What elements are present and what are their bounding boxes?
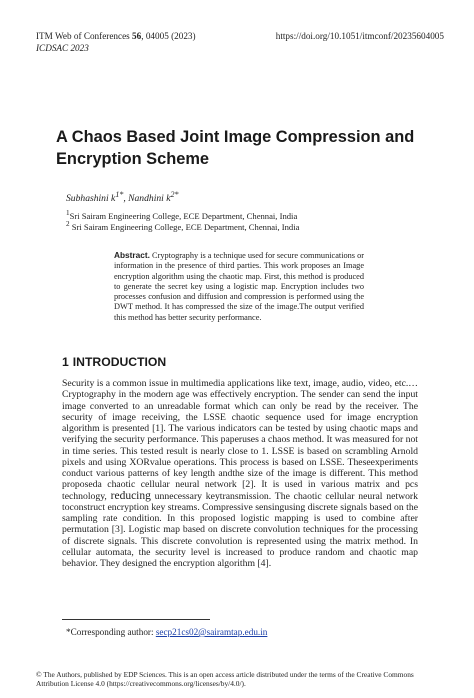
body-text-large-word: reducing <box>110 489 151 502</box>
affiliation-text: Sri Sairam Engineering College, ECE Department, Chennai, India <box>69 221 300 232</box>
affiliation <box>66 219 299 233</box>
author-list <box>66 190 178 204</box>
section-heading <box>62 355 166 369</box>
running-header-left <box>36 30 196 54</box>
abstract <box>114 250 364 323</box>
footnote-label: *Corresponding author: <box>66 627 156 637</box>
affiliation-marker: 2 <box>66 220 70 228</box>
body-paragraph <box>62 378 418 569</box>
conference-name: ICDSAC 2023 <box>36 43 89 53</box>
doi-link[interactable]: https://doi.org/10.1051/itmconf/20235604005 <box>275 31 444 41</box>
license-statement: © The Authors, published by EDP Sciences. This is an open access article distributed under the terms of the Creative Commons Attribution License 4.0 (https://creativecommons.org/licenses/by/4.0/). <box>36 670 414 689</box>
article-number: , 04005 (2023) <box>141 31 196 41</box>
abstract-label: Abstract. <box>114 250 150 260</box>
affiliation-text: Sri Sairam Engineering College, ECE Department, Chennai, India <box>69 210 298 221</box>
affiliation-marker: 1 <box>66 209 70 217</box>
corresponding-author-footnote <box>66 627 267 637</box>
section-title: INTRODUCTION <box>72 355 167 369</box>
author-separator: , <box>123 193 129 205</box>
body-text-part: Security is a common issue in multimedia applications like text, image, audio, video, etc.… Cryptography in the modern age was effectively encryption. The sender can send the input image converted to an unreadable format which can only be read by the receiver. The security of image receiving, the LSSE chaotic sequence used for image encryption algorithm is presented [1]. The various indicators can be tested by using chaotic maps and verifying the security performance. This paperuses a chaos method. It was measured for not in time series. This tested result is nearly close to 1. LSSE is based on scrambling Arnold pixels and using XORvalue operations. This process is based on LSSE. Theseexperiments conduct various patterns of key length andthe size of the image is different. This method proposeda chaotic cellular neural network [2]. It is used in various matrix and pcs technology, <box>62 378 418 502</box>
footnote-divider <box>62 619 210 620</box>
journal-name: ITM Web of Conferences <box>36 31 133 41</box>
author-name: Subhashini k <box>66 193 116 205</box>
body-text-part: unnecessary keytransmission. The chaotic cellular neural network toconstruct encryption key streams. Compressive sensingusing discrete signals based on the sampling rate condition. In this proposed logistic mapping is used to combine after permutation [3]. Logistic map based on discrete convolution techniques for the processing of discrete signals. This discrete convolution is represented using the matrix method. In cellular automata, the security level is increased to produce random and chaotic map behavior. They designed the encryption algorithm [4]. <box>62 490 419 569</box>
author-superscript: 1* <box>115 190 124 199</box>
author-name: Nandhini k <box>128 193 171 205</box>
author-superscript: 2* <box>170 190 179 199</box>
section-number: 1 <box>62 355 69 369</box>
abstract-text: Cryptography is a technique used for secure communications or information in the presence of third parties. This work proposes an Image encryption algorithm using the chaotic map. First, this method is produced to generate the secret key using a logistic map. Encryption includes two processes confusion and diffusion and compression is performed using the DWT method. It has compressed the size of the image.The output verified this method has better security performance. <box>114 251 365 322</box>
author-email-link[interactable]: secp21cs02@sairamtap.edu.in <box>155 627 268 637</box>
paper-title: A Chaos Based Joint Image Compression and Encryption Scheme <box>56 128 415 168</box>
volume-number: 56 <box>132 31 142 41</box>
